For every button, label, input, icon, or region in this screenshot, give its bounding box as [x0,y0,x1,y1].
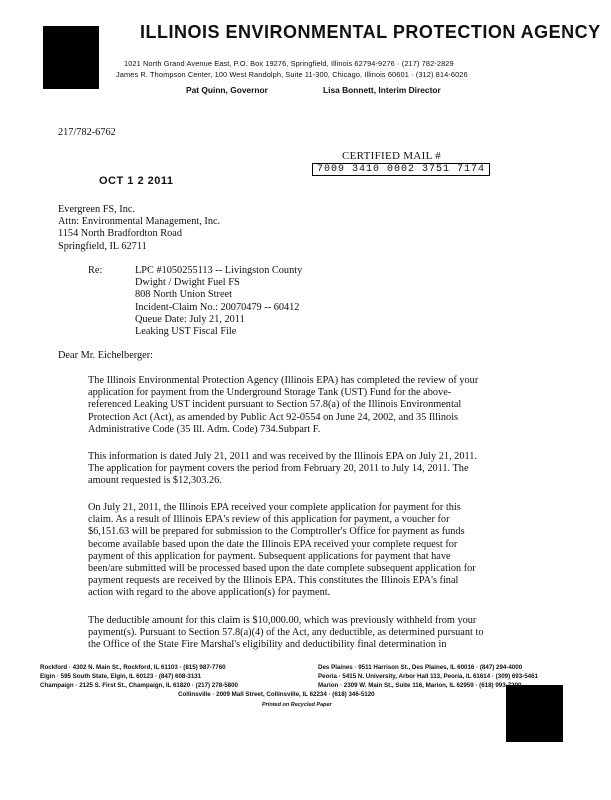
paragraph-line: On July 21, 2011, the Illinois EPA received your complete application for payment for this [88,502,461,513]
recipient-line: 1154 North Bradfordton Road [58,228,183,240]
recipient-line: Attn: Environmental Management, Inc. [58,216,221,228]
footer-office: Rockford · 4302 N. Main St., Rockford, IL 61103 · (815) 987-7760 [40,664,226,671]
re-line: Dwight / Dwight Fuel FS [135,277,240,289]
paragraph-line: application for payment from the Underground Storage Tank (UST) Fund for the above- [88,387,452,399]
recipient-line: Springfield, IL 62711 [58,240,147,252]
paragraph-line: payment requests are received by the Illinois EPA. This constitutes the Illinois EPA's final [88,575,459,587]
footer-office: Des Plaines · 9511 Harrison St., Des Plaines, IL 60016 · (847) 294-4000 [318,664,523,671]
paragraph-line: payment(s). Pursuant to Section 57.8(a)(4) of the Act, any deductible, as determined pursuant to [88,627,484,639]
paragraph-deductible [88,615,528,652]
re-line: Queue Date: July 21, 2011 [135,313,245,325]
redaction-block-bottom [506,685,563,742]
salutation: Dear Mr. Eichelberger: [58,350,154,361]
paragraph-line: The application for payment covers the period from February 20, 2011 to July 14, 2011. The [88,463,469,475]
paragraph-line: amount requested is $12,303.26. [88,475,222,487]
paragraph-line: claim. As a result of Illinois EPA's review of this application for payment, a voucher for [88,514,450,526]
paragraph-line: $6,151.63 will be prepared for submission to the Comptroller's Office for payment as funds [88,526,465,538]
certified-mail-number: 7009 3410 0002 3751 7174 [312,163,490,176]
re-block [135,265,302,338]
paragraph-line: Protection Act (Act), as amended by Public Act 92-0554 on June 24, 2002, and 35 Illinois [88,411,459,423]
paragraph-application-dates [88,451,528,488]
paragraph-line: Administrative Code (35 Ill. Adm. Code) 734.Subpart F. [88,423,321,435]
address-line-2: James R. Thompson Center, 100 West Randolph, Suite 11-300, Chicago, Illinois 60601 · (312) 814-6026 [116,70,468,79]
redaction-block-top [43,26,99,89]
footer-office: Elgin · 595 South State, Elgin, IL 60123 · (847) 608-3131 [40,673,202,680]
footer-office: Marion · 2309 W. Main St., Suite 116, Marion, IL 62959 · (618) 993-7200 [318,682,522,689]
re-line: LPC #1050255113 -- Livingston County [135,265,303,276]
paragraph-line: payment of this application for payment. Subsequent applications for payment that have [88,550,451,562]
address-line-1: 1021 North Grand Avenue East, P.O. Box 19276, Springfield, Illinois 62794-9276 · (217) 782-2829 [124,59,454,68]
re-line: Leaking UST Fiscal File [135,326,237,338]
footer-offices-right [318,663,538,690]
re-line: 808 North Union Street [135,289,232,301]
re-line: Incident-Claim No.: 20070479 -- 60412 [135,301,300,313]
recipient-line: Evergreen FS, Inc. [58,204,136,215]
paragraph-line: referenced Leaking UST incident pursuant to Section 57.8(a) of the Illinois Environmental [88,399,462,411]
paragraph-voucher [88,502,528,600]
footer-office-collinsville: Collinsville · 2009 Mall Street, Collinsville, IL 62234 · (618) 346-5120 [178,691,375,698]
paragraph-line: become available based upon the date the Illinois EPA received your complete request for [88,538,458,550]
certified-mail-label: CERTIFIED MAIL # [342,150,442,162]
footer-offices-left [40,663,238,690]
director-name: Lisa Bonnett, Interim Director [323,85,441,95]
paragraph-line: The Illinois Environmental Protection Agency (Illinois EPA) has completed the review of your [88,375,479,386]
paragraph-line: been/are submitted will be processed based upon the date complete subsequent application for [88,563,476,575]
re-label: Re: [88,265,103,276]
recipient-address [58,204,220,253]
phone-number: 217/782-6762 [58,127,116,138]
paragraph-line: This information is dated July 21, 2011 and was received by the Illinois EPA on July 21, 2011. [88,451,477,462]
recycled-paper-note: Printed on Recycled Paper [262,702,332,708]
paragraph-line: the Office of the State Fire Marshal's eligibility and deductibility final determination in [88,639,447,651]
paragraph-line: The deductible amount for this claim is $10,000.00, which was previously withheld from your [88,615,477,626]
paragraph-review-completed [88,375,528,436]
agency-name: ILLINOIS ENVIRONMENTAL PROTECTION AGENCY [140,22,601,42]
footer-office: Peoria · 5415 N. University, Arbor Hall 113, Peoria, IL 61614 · (309) 693-5461 [318,673,538,680]
footer-office: Champaign · 2125 S. First St., Champaign, IL 61820 · (217) 278-5800 [40,682,238,689]
governor-name: Pat Quinn, Governor [186,85,268,95]
date-stamp: OCT 1 2 2011 [99,175,174,187]
paragraph-line: action with regard to the above application(s) for payment. [88,587,331,599]
